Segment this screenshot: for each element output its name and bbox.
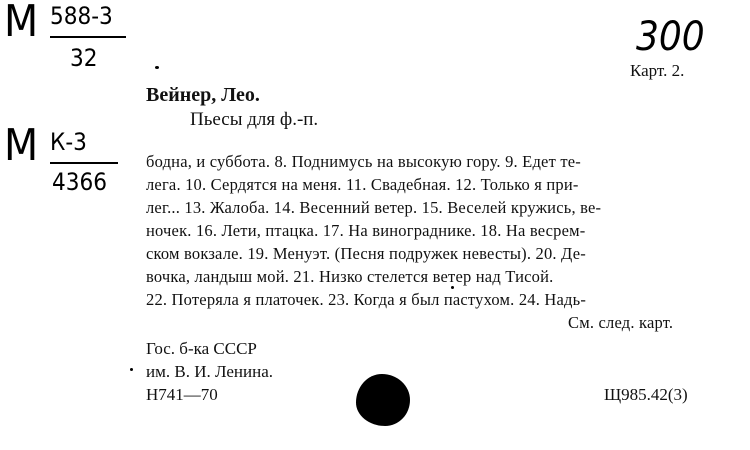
library-name: Гос. б-ка СССР — [146, 339, 257, 358]
author-heading: Вейнер, Лео. — [146, 84, 260, 106]
body-line-3: лег... 13. Жалоба. 14. Весенний ветер. 15. Веселей кружись, ве- — [146, 198, 602, 217]
body-line-7: 22. Потеряла я платочек. 23. Когда я был пастухом. 24. Надь- — [146, 290, 587, 309]
ink-speck — [451, 286, 454, 289]
shelfmark-fraction-line-2 — [50, 162, 118, 164]
continuation-note: См. след. карт. — [568, 313, 674, 332]
body-line-5: ском вокзале. 19. Менуэт. (Песня подружек невесты). 20. Де- — [146, 244, 586, 263]
body-line-1: бодна, и суббота. 8. Поднимусь на высокую гору. 9. Едет те- — [146, 152, 581, 171]
body-line-4: ночек. 16. Лети, птацка. 17. На винограднике. 18. На весрем- — [146, 221, 586, 240]
order-number: Н741—70 — [146, 385, 218, 404]
catalog-code: Щ985.42(3) — [604, 385, 688, 404]
work-title: Пьесы для ф.-п. — [190, 109, 319, 130]
page-number: 300 — [636, 14, 705, 60]
shelfmark-denominator-1: 32 — [70, 44, 98, 72]
ink-blot — [356, 374, 410, 426]
shelfmark-letter-2: М — [4, 120, 37, 171]
shelfmark-denominator-2: 4366 — [52, 168, 107, 196]
ink-speck — [155, 66, 159, 69]
body-line-6: вочка, ландыш мой. 21. Низко стелется ветер над Тисой. — [146, 267, 554, 286]
shelfmark-letter-1: М — [4, 0, 37, 47]
ink-speck — [130, 368, 133, 371]
card-label: Карт. 2. — [630, 61, 685, 80]
shelfmark-numerator-2: К-3 — [50, 128, 87, 156]
library-name-2: им. В. И. Ленина. — [146, 362, 274, 381]
shelfmark-numerator-1: 588-3 — [50, 2, 113, 30]
body-line-2: лега. 10. Сердятся на меня. 11. Свадебная. 12. Только я при- — [146, 175, 579, 194]
shelfmark-fraction-line-1 — [50, 36, 126, 38]
